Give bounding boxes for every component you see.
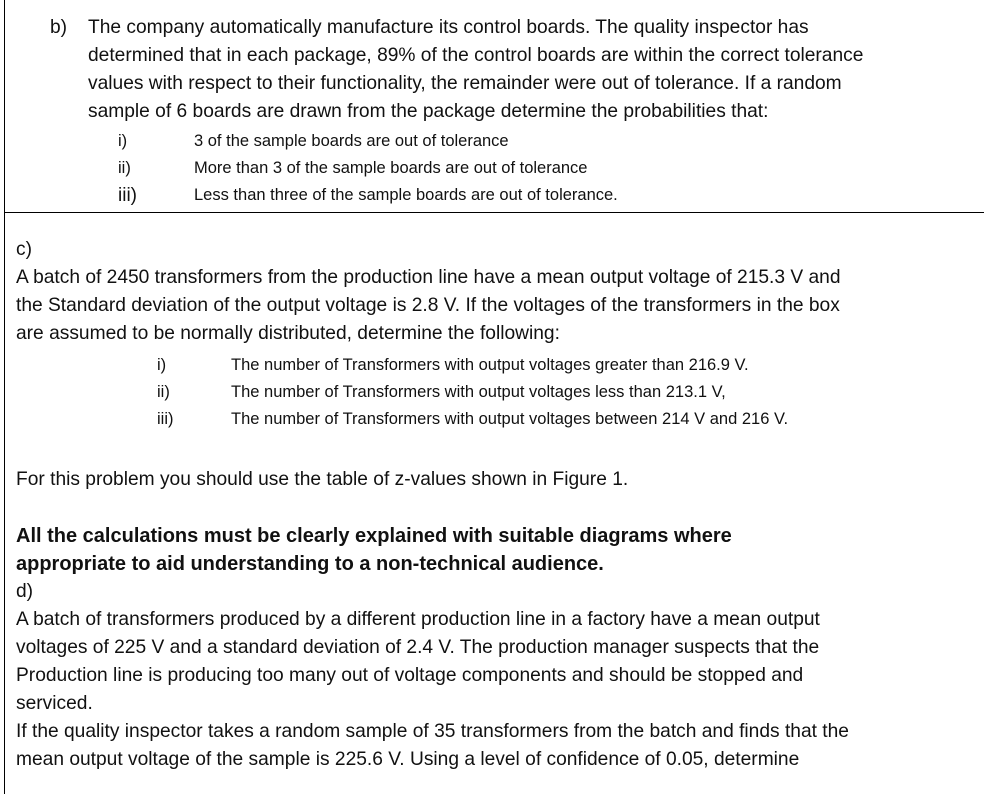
item-text: The number of Transformers with output voltages greater than 216.9 V.	[231, 356, 749, 374]
section-d-line: A batch of transformers produced by a different production line in a factory have a mean output	[16, 609, 820, 630]
item-text: The number of Transformers with output voltages less than 213.1 V,	[231, 383, 726, 401]
section-b-label: b)	[50, 17, 68, 38]
section-b-line: determined that in each package, 89% of the control boards are within the correct tolerance	[88, 45, 864, 66]
item-number: iii)	[118, 185, 137, 206]
item-number: iii)	[157, 410, 174, 428]
section-c-line: the Standard deviation of the output voltage is 2.8 V. If the voltages of the transformers in the box	[16, 295, 840, 316]
section-b	[50, 14, 864, 126]
section-d-line: mean output voltage of the sample is 225.6 V. Using a level of confidence of 0.05, determine	[16, 749, 800, 770]
section-d	[16, 578, 976, 774]
z-table-note: For this problem you should use the table of z-values shown in Figure 1.	[16, 469, 629, 490]
item-text: Less than three of the sample boards are out of tolerance.	[194, 186, 618, 204]
instruction-line: All the calculations must be clearly explained with suitable diagrams where	[16, 525, 732, 547]
section-c-line: are assumed to be normally distributed, determine the following:	[16, 323, 560, 344]
section-d-line: serviced.	[16, 693, 93, 714]
section-d-line: If the quality inspector takes a random sample of 35 transformers from the batch and finds that the	[16, 721, 849, 742]
section-b-line: The company automatically manufacture its control boards. The quality inspector has	[88, 17, 809, 38]
section-d-line: voltages of 225 V and a standard deviation of 2.4 V. The production manager suspects that the	[16, 637, 820, 658]
section-b-line: sample of 6 boards are drawn from the package determine the probabilities that:	[88, 101, 769, 122]
section-d-label: d)	[16, 581, 34, 602]
section-c	[16, 236, 976, 348]
item-text: More than 3 of the sample boards are out of tolerance	[194, 159, 588, 177]
page-border-left	[4, 0, 5, 794]
item-number: ii)	[157, 383, 170, 401]
instruction-note	[16, 522, 732, 578]
item-number: ii)	[118, 159, 131, 177]
item-number: i)	[118, 132, 128, 150]
section-divider	[4, 212, 984, 213]
section-c-line: A batch of 2450 transformers from the production line have a mean output voltage of 215.3 V and	[16, 267, 841, 288]
section-d-line: Production line is producing too many out of voltage components and should be stopped and	[16, 665, 804, 686]
instruction-line: appropriate to aid understanding to a non-technical audience.	[16, 553, 604, 575]
item-number: i)	[157, 356, 167, 374]
item-text: 3 of the sample boards are out of tolerance	[194, 132, 509, 150]
item-text: The number of Transformers with output voltages between 214 V and 216 V.	[231, 410, 789, 428]
section-c-label: c)	[16, 239, 32, 260]
section-b-line: values with respect to their functionality, the remainder were out of tolerance. If a random	[88, 73, 842, 94]
